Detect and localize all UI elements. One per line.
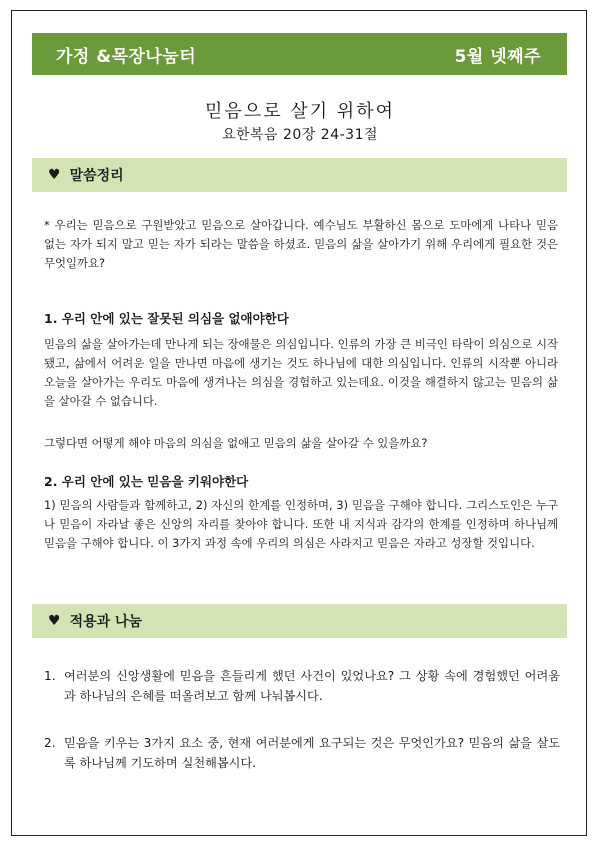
section-label: 적용과 나눔 xyxy=(69,614,143,630)
question-text: 믿음을 키우는 3가지 요소 중, 현재 여러분에게 요구되는 것은 무엇인가요? 믿음의 삶을 살도록 하나님께 기도하며 실천해봅시다. xyxy=(64,736,560,770)
header-bar xyxy=(32,33,567,75)
header-title: 가정 &목장나눔터 xyxy=(56,46,197,67)
discussion-question xyxy=(44,733,560,773)
point1-heading: 1. 우리 안에 있는 잘못된 의심을 없애야한다 xyxy=(44,311,289,326)
heart-icon: ♥ xyxy=(48,167,61,183)
page-title: 믿음으로 살기 위하여 xyxy=(205,101,395,122)
question-number: 2. xyxy=(44,736,56,750)
intro-paragraph: * 우리는 믿음으로 구원받았고 믿음으로 살아갑니다. 예수님도 부활하신 몸으로 도마에게 나타나 믿음 없는 자가 되지 말고 믿는 자가 되라는 말씀을 하셨죠. 믿음의 삶을 살아가기 위해 우리에게 필요한 것은 무엇일까요? xyxy=(44,218,558,270)
point2-heading: 2. 우리 안에 있는 믿음을 키워야한다 xyxy=(44,474,249,489)
point1-body: 믿음의 삶을 살아가는데 만나게 되는 장애물은 의심입니다. 인류의 가장 큰 비극인 타락이 의심으로 시작됐고, 삶에서 어려운 일을 만나면 마음에 생기는 것도 하나님에 대한 의심입니다. 인류의 시작뿐 아니라 오늘을 살아가는 우리도 마음에 생겨나는 의심을 경험하고 있는데요. 이것을 해결하지 않고는 믿음의 삶을 살아갈 수 없습니다. xyxy=(44,337,558,408)
scripture-reference: 요한복음 20장 24-31절 xyxy=(221,127,379,143)
point2-body: 1) 믿음의 사람들과 함께하고, 2) 자신의 한계를 인정하며, 3) 믿음을 구해야 합니다. 그리스도인은 누구나 믿음이 자라날 좋은 신앙의 자리를 찾아야 합니다. 또한 내 지식과 감각의 한계를 인정하며 하나님께 믿음을 구해야 합니다. 이 3가지 과정 속에 우리의 의심은 사라지고 믿음은 자라고 성장할 것입니다. xyxy=(44,498,558,550)
section-header-application xyxy=(32,604,567,638)
section-header-summary xyxy=(32,158,567,192)
header-week: 5월 넷째주 xyxy=(454,46,541,67)
point1-question: 그렇다면 어떻게 해야 마음의 의심을 없애고 믿음의 삶을 살아갈 수 있을까요? xyxy=(44,436,428,450)
section-label: 말씀정리 xyxy=(69,168,124,184)
discussion-question xyxy=(44,666,560,706)
question-text: 여러분의 신앙생활에 믿음을 흔들리게 했던 사건이 있었나요? 그 상황 속에 경험했던 어려움과 하나님의 은혜를 떠올려보고 함께 나눠봅시다. xyxy=(64,669,560,703)
heart-icon: ♥ xyxy=(48,613,61,629)
question-number: 1. xyxy=(44,669,56,683)
